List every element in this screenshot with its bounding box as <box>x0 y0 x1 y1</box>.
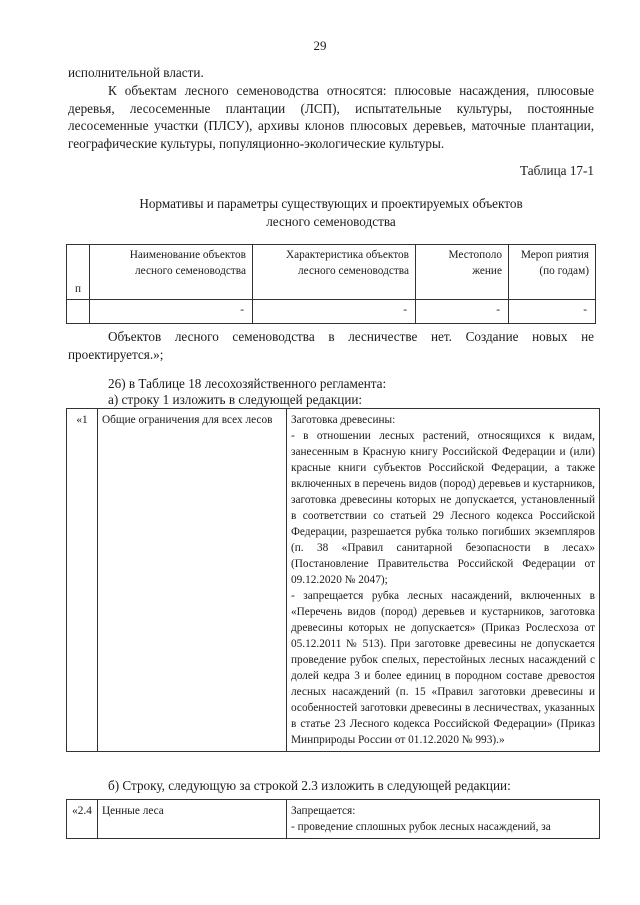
header-name: Наименование объектов лесного семеноводства <box>90 245 253 300</box>
paragraph-seed-objects: К объектам лесного семеноводства относятся: плюсовые насаждения, плюсовые деревья, лесосеменные плантации (ЛСП), испытательные культуры, постоянные лесосеменные участки (ПЛСУ), архивы клонов плюсовых деревьев, маточные плантации, географические культуры, популяционно-экологические культуры. <box>68 83 594 151</box>
cell-number: «1 <box>67 409 98 752</box>
page-number: 29 <box>313 38 327 53</box>
cell-name: Общие ограничения для всех лесов <box>98 409 287 752</box>
paragraph-continuation: исполнительной власти. <box>68 65 204 80</box>
cell-number: «2.4 <box>67 800 98 839</box>
table-18-row-1 <box>66 408 600 752</box>
paragraph-item-b: б) Строку, следующую за строкой 2.3 изложить в следующей редакции: <box>108 778 511 793</box>
cell-location: - <box>416 300 509 324</box>
table-17-1 <box>66 244 596 324</box>
cell-text <box>287 800 600 839</box>
cell-n <box>67 300 90 324</box>
cell-characteristic: - <box>253 300 416 324</box>
header-location: Местополо жение <box>416 245 509 300</box>
table-header-row <box>67 245 596 300</box>
cell-name: Ценные леса <box>98 800 287 839</box>
text-item-1: - проведение сплошных рубок лесных насаждений, за <box>291 821 551 833</box>
table-title-line-1: Нормативы и параметры существующих и проектируемых объектов <box>139 196 523 211</box>
paragraph-item-a: а) строку 1 изложить в следующей редакции: <box>108 392 363 407</box>
text-heading: Заготовка древесины: <box>291 414 396 426</box>
cell-text <box>287 409 600 752</box>
text-item-2: - запрещается рубка лесных насаждений, включенных в «Перечень видов (пород) деревьев и кустарников, заготовка древесины которых не допускается» (Приказ Рослесхоза от 05.12.2011 № 513). При заготовке древесины не допускается проведение рубок спелых, перестойных лесных насаждений с долей кедра 3 и более единиц в породном составе древостоя лесных насаждений (п. 15 «Правил заготовки древесины и особенностей заготовки древесины в лесничествах, указанных в статье 23 Лесного кодекса Российской Федерации» (Приказ Минприроды России от 01.12.2020 № 993).» <box>291 590 595 746</box>
table-row <box>67 409 600 752</box>
table-row <box>67 300 596 324</box>
table-row <box>67 800 600 839</box>
paragraph-item-26: 26) в Таблице 18 лесохозяйственного регламента: <box>108 376 387 391</box>
cell-measures: - <box>509 300 596 324</box>
header-measures: Мероп риятия (по годам) <box>509 245 596 300</box>
table-18-row-2-4 <box>66 799 600 839</box>
table-title-line-2: лесного семеноводства <box>266 213 396 229</box>
header-characteristic: Характеристика объектов лесного семеноводства <box>253 245 416 300</box>
table-title <box>68 195 594 230</box>
cell-name: - <box>90 300 253 324</box>
text-heading: Запрещается: <box>291 805 356 817</box>
table-label: Таблица 17-1 <box>520 163 594 178</box>
text-item-1: - в отношении лесных растений, относящихся к видам, занесенным в Красную книгу Российской Федерации и (или) красные книги субъектов Российской Федерации, а также включенных в перечень видов (пород) деревьев и кустарников, заготовка древесины которых не допускается, установленный в соответствии со статьей 29 Лесного кодекса Российской Федерации, разрешается рубка только погибших экземпляров (п. 38 «Правил санитарной безопасности в лесах» (Постановление Правительства Российской Федерации от 09.12.2020 № 2047); <box>291 430 595 586</box>
header-n: п <box>67 245 90 300</box>
paragraph-no-objects: Объектов лесного семеноводства в лесничестве нет. Создание новых не проектируется.»; <box>68 329 594 362</box>
